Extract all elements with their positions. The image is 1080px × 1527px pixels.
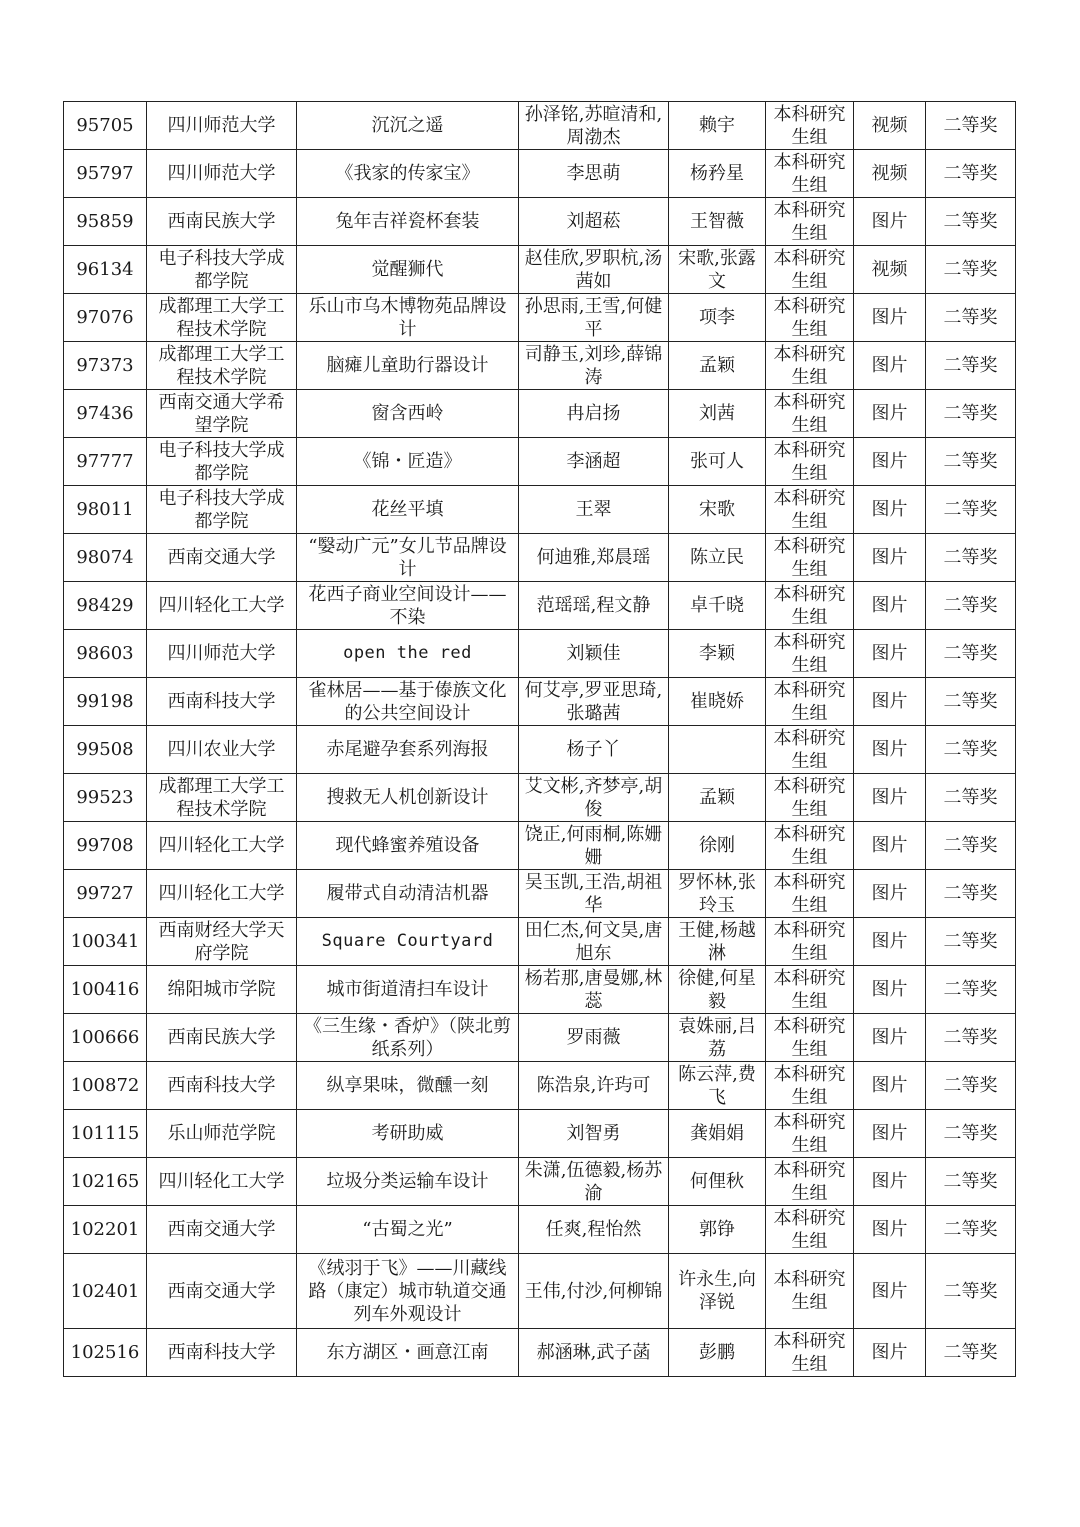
cell-group: 本科研究生组 <box>766 246 854 294</box>
cell-entry-id: 102201 <box>64 1206 147 1254</box>
cell-group: 本科研究生组 <box>766 294 854 342</box>
cell-school: 四川轻化工大学 <box>147 582 297 630</box>
cell-award: 二等奖 <box>926 102 1016 150</box>
cell-category: 图片 <box>854 486 926 534</box>
table-row <box>64 342 1016 390</box>
cell-group: 本科研究生组 <box>766 678 854 726</box>
cell-work-title: open the red <box>297 630 519 678</box>
cell-group: 本科研究生组 <box>766 1254 854 1329</box>
cell-group: 本科研究生组 <box>766 1014 854 1062</box>
cell-authors: 王伟,付沙,何柳锦 <box>519 1254 669 1329</box>
table-row <box>64 1014 1016 1062</box>
cell-advisor: 徐刚 <box>669 822 766 870</box>
cell-entry-id: 96134 <box>64 246 147 294</box>
cell-work-title: 乐山市乌木博物苑品牌设计 <box>297 294 519 342</box>
cell-authors: 刘超菘 <box>519 198 669 246</box>
table-row <box>64 1110 1016 1158</box>
cell-authors: 任爽,程怡然 <box>519 1206 669 1254</box>
cell-entry-id: 98074 <box>64 534 147 582</box>
cell-school: 成都理工大学工程技术学院 <box>147 342 297 390</box>
cell-school: 四川轻化工大学 <box>147 1158 297 1206</box>
cell-authors: 范瑶瑶,程文静 <box>519 582 669 630</box>
cell-advisor: 徐健,何星毅 <box>669 966 766 1014</box>
cell-authors: 冉启扬 <box>519 390 669 438</box>
cell-advisor: 孟颖 <box>669 342 766 390</box>
cell-category: 图片 <box>854 582 926 630</box>
table-row <box>64 678 1016 726</box>
cell-advisor: 李颖 <box>669 630 766 678</box>
cell-entry-id: 98011 <box>64 486 147 534</box>
cell-advisor: 赖宇 <box>669 102 766 150</box>
cell-advisor: 罗怀林,张玲玉 <box>669 870 766 918</box>
cell-authors: 孙思雨,王雪,何健平 <box>519 294 669 342</box>
cell-advisor: 宋歌,张露文 <box>669 246 766 294</box>
cell-group: 本科研究生组 <box>766 1110 854 1158</box>
table-row <box>64 102 1016 150</box>
cell-school: 成都理工大学工程技术学院 <box>147 774 297 822</box>
award-table <box>63 101 1016 1377</box>
cell-award: 二等奖 <box>926 1254 1016 1329</box>
cell-school: 乐山师范学院 <box>147 1110 297 1158</box>
cell-award: 二等奖 <box>926 294 1016 342</box>
cell-award: 二等奖 <box>926 582 1016 630</box>
cell-entry-id: 99523 <box>64 774 147 822</box>
cell-group: 本科研究生组 <box>766 534 854 582</box>
cell-group: 本科研究生组 <box>766 774 854 822</box>
cell-award: 二等奖 <box>926 1329 1016 1377</box>
cell-group: 本科研究生组 <box>766 1206 854 1254</box>
cell-category: 图片 <box>854 1329 926 1377</box>
cell-work-title: 脑瘫儿童助行器设计 <box>297 342 519 390</box>
cell-authors: 孙泽铭,苏暄清和,周渤杰 <box>519 102 669 150</box>
cell-work-title: 《我家的传家宝》 <box>297 150 519 198</box>
cell-category: 图片 <box>854 1206 926 1254</box>
cell-entry-id: 101115 <box>64 1110 147 1158</box>
cell-category: 图片 <box>854 918 926 966</box>
cell-category: 图片 <box>854 1158 926 1206</box>
cell-school: 西南民族大学 <box>147 198 297 246</box>
cell-entry-id: 95797 <box>64 150 147 198</box>
table-row <box>64 438 1016 486</box>
cell-entry-id: 99508 <box>64 726 147 774</box>
cell-award: 二等奖 <box>926 774 1016 822</box>
cell-advisor: 袁姝丽,吕荔 <box>669 1014 766 1062</box>
cell-work-title: 东方湖区・画意江南 <box>297 1329 519 1377</box>
cell-award: 二等奖 <box>926 1062 1016 1110</box>
cell-school: 西南科技大学 <box>147 1329 297 1377</box>
cell-advisor: 陈云萍,费飞 <box>669 1062 766 1110</box>
cell-work-title: 沉沉之遥 <box>297 102 519 150</box>
cell-entry-id: 100416 <box>64 966 147 1014</box>
table-row <box>64 822 1016 870</box>
cell-work-title: 窗含西岭 <box>297 390 519 438</box>
cell-award: 二等奖 <box>926 486 1016 534</box>
cell-category: 图片 <box>854 390 926 438</box>
cell-work-title: 纵享果味，微醺一刻 <box>297 1062 519 1110</box>
cell-advisor: 陈立民 <box>669 534 766 582</box>
table-row <box>64 1329 1016 1377</box>
cell-authors: 郝涵琳,武子菡 <box>519 1329 669 1377</box>
cell-work-title: 搜救无人机创新设计 <box>297 774 519 822</box>
cell-entry-id: 95705 <box>64 102 147 150</box>
cell-advisor: 王健,杨越淋 <box>669 918 766 966</box>
cell-category: 图片 <box>854 342 926 390</box>
cell-work-title: 垃圾分类运输车设计 <box>297 1158 519 1206</box>
cell-group: 本科研究生组 <box>766 438 854 486</box>
cell-group: 本科研究生组 <box>766 870 854 918</box>
cell-category: 图片 <box>854 726 926 774</box>
cell-work-title: 雀林居——基于傣族文化的公共空间设计 <box>297 678 519 726</box>
cell-advisor: 何俚秋 <box>669 1158 766 1206</box>
cell-school: 四川师范大学 <box>147 150 297 198</box>
table-row <box>64 198 1016 246</box>
cell-authors: 朱潇,伍德毅,杨苏渝 <box>519 1158 669 1206</box>
cell-category: 图片 <box>854 966 926 1014</box>
cell-entry-id: 98603 <box>64 630 147 678</box>
cell-award: 二等奖 <box>926 1206 1016 1254</box>
cell-category: 图片 <box>854 1062 926 1110</box>
cell-award: 二等奖 <box>926 918 1016 966</box>
cell-award: 二等奖 <box>926 726 1016 774</box>
cell-category: 视频 <box>854 246 926 294</box>
cell-category: 图片 <box>854 294 926 342</box>
cell-work-title: 城市街道清扫车设计 <box>297 966 519 1014</box>
cell-school: 四川师范大学 <box>147 630 297 678</box>
cell-work-title: 觉醒狮代 <box>297 246 519 294</box>
cell-work-title: 赤尾避孕套系列海报 <box>297 726 519 774</box>
cell-school: 电子科技大学成都学院 <box>147 438 297 486</box>
cell-category: 图片 <box>854 630 926 678</box>
cell-group: 本科研究生组 <box>766 726 854 774</box>
cell-advisor <box>669 726 766 774</box>
cell-authors: 吴玉凯,王浩,胡祖华 <box>519 870 669 918</box>
cell-award: 二等奖 <box>926 534 1016 582</box>
cell-entry-id: 97373 <box>64 342 147 390</box>
cell-entry-id: 100872 <box>64 1062 147 1110</box>
cell-entry-id: 102401 <box>64 1254 147 1329</box>
cell-school: 西南交通大学 <box>147 534 297 582</box>
table-row <box>64 582 1016 630</box>
cell-entry-id: 97777 <box>64 438 147 486</box>
cell-advisor: 张可人 <box>669 438 766 486</box>
cell-school: 四川轻化工大学 <box>147 822 297 870</box>
cell-school: 四川师范大学 <box>147 102 297 150</box>
cell-group: 本科研究生组 <box>766 630 854 678</box>
cell-work-title: Square Courtyard <box>297 918 519 966</box>
cell-group: 本科研究生组 <box>766 486 854 534</box>
cell-work-title: “嫛动广元”女儿节品牌设计 <box>297 534 519 582</box>
cell-entry-id: 102165 <box>64 1158 147 1206</box>
cell-category: 图片 <box>854 438 926 486</box>
cell-award: 二等奖 <box>926 1110 1016 1158</box>
cell-school: 西南交通大学希望学院 <box>147 390 297 438</box>
cell-category: 图片 <box>854 870 926 918</box>
cell-entry-id: 100666 <box>64 1014 147 1062</box>
cell-group: 本科研究生组 <box>766 1062 854 1110</box>
cell-entry-id: 99708 <box>64 822 147 870</box>
cell-school: 成都理工大学工程技术学院 <box>147 294 297 342</box>
cell-work-title: 花西子商业空间设计——不染 <box>297 582 519 630</box>
cell-authors: 饶正,何雨桐,陈姗姗 <box>519 822 669 870</box>
cell-advisor: 崔晓娇 <box>669 678 766 726</box>
cell-authors: 刘智勇 <box>519 1110 669 1158</box>
table-row <box>64 630 1016 678</box>
cell-category: 图片 <box>854 1014 926 1062</box>
table-row <box>64 870 1016 918</box>
cell-advisor: 王智薇 <box>669 198 766 246</box>
cell-school: 电子科技大学成都学院 <box>147 486 297 534</box>
cell-award: 二等奖 <box>926 630 1016 678</box>
cell-advisor: 许永生,向泽锐 <box>669 1254 766 1329</box>
cell-entry-id: 95859 <box>64 198 147 246</box>
cell-group: 本科研究生组 <box>766 918 854 966</box>
table-row <box>64 1158 1016 1206</box>
cell-group: 本科研究生组 <box>766 1158 854 1206</box>
cell-award: 二等奖 <box>926 342 1016 390</box>
cell-authors: 李涵超 <box>519 438 669 486</box>
cell-award: 二等奖 <box>926 150 1016 198</box>
cell-group: 本科研究生组 <box>766 102 854 150</box>
table-row <box>64 534 1016 582</box>
cell-authors: 赵佳欣,罗职杭,汤茜如 <box>519 246 669 294</box>
cell-award: 二等奖 <box>926 870 1016 918</box>
cell-work-title: 《绒羽于飞》——川藏线路（康定）城市轨道交通列车外观设计 <box>297 1254 519 1329</box>
cell-group: 本科研究生组 <box>766 966 854 1014</box>
cell-entry-id: 99727 <box>64 870 147 918</box>
cell-authors: 刘颖佳 <box>519 630 669 678</box>
cell-school: 西南财经大学天府学院 <box>147 918 297 966</box>
cell-group: 本科研究生组 <box>766 198 854 246</box>
table-row <box>64 294 1016 342</box>
cell-award: 二等奖 <box>926 1014 1016 1062</box>
cell-category: 图片 <box>854 1254 926 1329</box>
cell-authors: 何迪雅,郑晨瑶 <box>519 534 669 582</box>
cell-authors: 田仁杰,何文昊,唐旭东 <box>519 918 669 966</box>
table-row <box>64 774 1016 822</box>
cell-group: 本科研究生组 <box>766 582 854 630</box>
cell-group: 本科研究生组 <box>766 390 854 438</box>
table-row <box>64 246 1016 294</box>
cell-work-title: 考研助威 <box>297 1110 519 1158</box>
cell-authors: 陈浩泉,许玙可 <box>519 1062 669 1110</box>
cell-work-title: 《三生缘・香炉》（陕北剪纸系列） <box>297 1014 519 1062</box>
table-row <box>64 726 1016 774</box>
cell-advisor: 刘茜 <box>669 390 766 438</box>
cell-work-title: 兔年吉祥瓷杯套装 <box>297 198 519 246</box>
table-row <box>64 486 1016 534</box>
cell-award: 二等奖 <box>926 246 1016 294</box>
cell-entry-id: 97076 <box>64 294 147 342</box>
cell-school: 西南交通大学 <box>147 1254 297 1329</box>
table-row <box>64 966 1016 1014</box>
table-row <box>64 918 1016 966</box>
cell-school: 四川轻化工大学 <box>147 870 297 918</box>
cell-entry-id: 100341 <box>64 918 147 966</box>
cell-authors: 杨若那,唐曼娜,林蕊 <box>519 966 669 1014</box>
cell-award: 二等奖 <box>926 1158 1016 1206</box>
table-row <box>64 1062 1016 1110</box>
table-row <box>64 390 1016 438</box>
cell-category: 图片 <box>854 678 926 726</box>
table-row <box>64 1206 1016 1254</box>
cell-advisor: 项李 <box>669 294 766 342</box>
cell-category: 视频 <box>854 102 926 150</box>
cell-award: 二等奖 <box>926 390 1016 438</box>
cell-entry-id: 99198 <box>64 678 147 726</box>
cell-group: 本科研究生组 <box>766 150 854 198</box>
cell-advisor: 孟颖 <box>669 774 766 822</box>
cell-authors: 王翠 <box>519 486 669 534</box>
cell-school: 西南交通大学 <box>147 1206 297 1254</box>
cell-authors: 艾文彬,齐梦亭,胡俊 <box>519 774 669 822</box>
cell-award: 二等奖 <box>926 678 1016 726</box>
cell-authors: 司静玉,刘珍,薛锦涛 <box>519 342 669 390</box>
cell-advisor: 宋歌 <box>669 486 766 534</box>
cell-school: 西南科技大学 <box>147 678 297 726</box>
cell-advisor: 杨矜星 <box>669 150 766 198</box>
cell-award: 二等奖 <box>926 966 1016 1014</box>
cell-group: 本科研究生组 <box>766 822 854 870</box>
cell-entry-id: 102516 <box>64 1329 147 1377</box>
cell-authors: 罗雨薇 <box>519 1014 669 1062</box>
table-row <box>64 150 1016 198</box>
cell-entry-id: 98429 <box>64 582 147 630</box>
cell-work-title: 履带式自动清洁机器 <box>297 870 519 918</box>
cell-authors: 杨子丫 <box>519 726 669 774</box>
cell-work-title: 花丝平填 <box>297 486 519 534</box>
cell-category: 图片 <box>854 534 926 582</box>
cell-school: 电子科技大学成都学院 <box>147 246 297 294</box>
cell-school: 西南民族大学 <box>147 1014 297 1062</box>
cell-award: 二等奖 <box>926 822 1016 870</box>
cell-group: 本科研究生组 <box>766 1329 854 1377</box>
cell-group: 本科研究生组 <box>766 342 854 390</box>
cell-authors: 李思萌 <box>519 150 669 198</box>
cell-advisor: 彭鹏 <box>669 1329 766 1377</box>
cell-category: 视频 <box>854 150 926 198</box>
cell-advisor: 卓千晓 <box>669 582 766 630</box>
cell-authors: 何艾亭,罗亚思琦,张璐茜 <box>519 678 669 726</box>
cell-entry-id: 97436 <box>64 390 147 438</box>
table-body <box>64 102 1016 1377</box>
cell-category: 图片 <box>854 774 926 822</box>
cell-work-title: 现代蜂蜜养殖设备 <box>297 822 519 870</box>
cell-work-title: 《锦・匠造》 <box>297 438 519 486</box>
cell-school: 四川农业大学 <box>147 726 297 774</box>
cell-advisor: 郭铮 <box>669 1206 766 1254</box>
cell-category: 图片 <box>854 198 926 246</box>
cell-award: 二等奖 <box>926 438 1016 486</box>
cell-school: 绵阳城市学院 <box>147 966 297 1014</box>
table-row <box>64 1254 1016 1329</box>
cell-category: 图片 <box>854 822 926 870</box>
cell-school: 西南科技大学 <box>147 1062 297 1110</box>
cell-category: 图片 <box>854 1110 926 1158</box>
cell-award: 二等奖 <box>926 198 1016 246</box>
cell-advisor: 龚娟娟 <box>669 1110 766 1158</box>
cell-work-title: “古蜀之光” <box>297 1206 519 1254</box>
